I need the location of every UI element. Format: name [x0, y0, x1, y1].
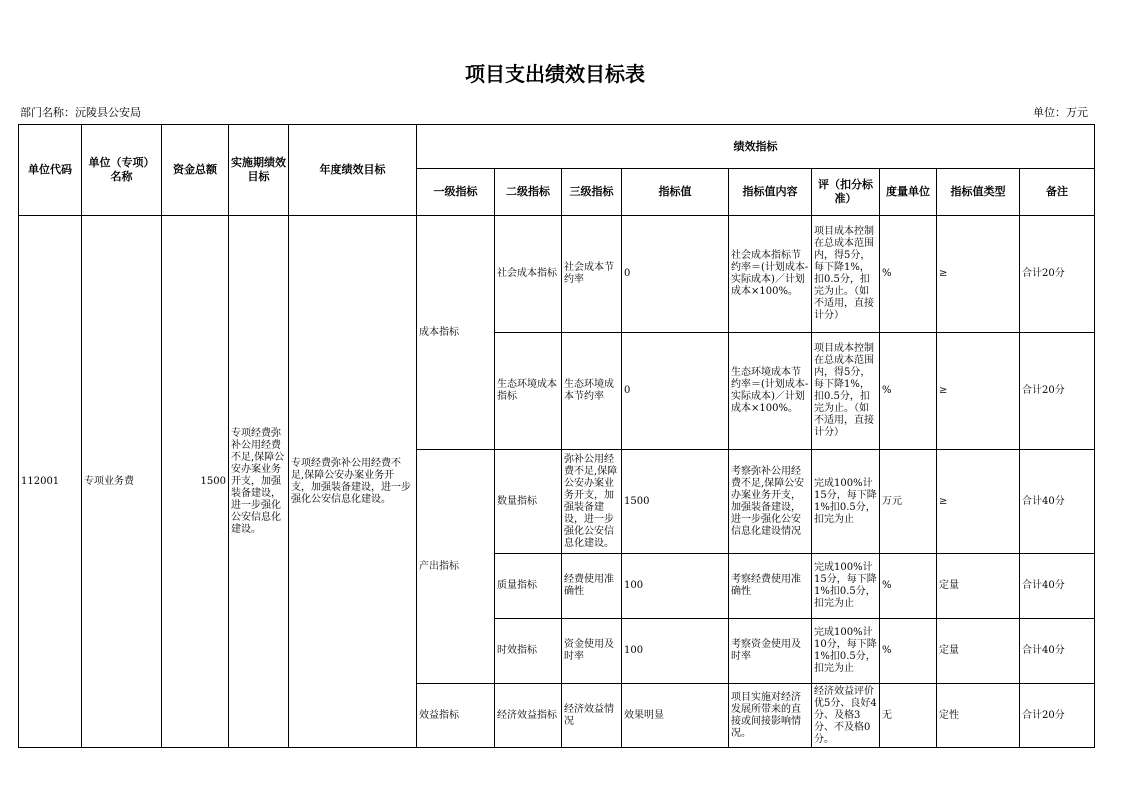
level2-cell: 质量指标	[495, 554, 562, 619]
annual-goal-cell: 专项经费弥补公用经费不足,保障公安办案业务开支，加强装备建设，进一步强化公安信息化建设。	[289, 216, 417, 748]
value-type-cell: 定量	[937, 554, 1020, 619]
level3-cell: 资金使用及时率	[562, 619, 622, 684]
header-value-type: 指标值类型	[937, 169, 1020, 216]
value-type-cell: 定性	[937, 684, 1020, 748]
level1-output-cell: 产出指标	[417, 450, 495, 684]
unit-name-cell: 专项业务费	[82, 216, 162, 748]
remark-cell: 合计40分	[1020, 450, 1095, 554]
header-measure-unit: 度量单位	[880, 169, 937, 216]
page-title: 项目支出绩效目标表	[465, 62, 645, 86]
header-remark: 备注	[1020, 169, 1095, 216]
level3-cell: 经济效益情况	[562, 684, 622, 748]
header-level2: 二级指标	[495, 169, 562, 216]
level3-cell: 经费使用准确性	[562, 554, 622, 619]
level2-cell: 经济效益指标	[495, 684, 562, 748]
value-content-cell: 项目实施对经济发展所带来的直接或间接影响情况。	[729, 684, 812, 748]
measure-unit-cell: 万元	[880, 450, 937, 554]
value-type-cell: ≥	[937, 333, 1020, 450]
value-type-cell: ≥	[937, 450, 1020, 554]
period-goal-cell: 专项经费弥补公用经费不足,保障公安办案业务开支，加强装备建设，进一步强化公安信息化建设。	[229, 216, 289, 748]
level2-cell: 数量指标	[495, 450, 562, 554]
header-scoring: 评（扣分标准）	[812, 169, 880, 216]
unit-code-cell: 112001	[19, 216, 82, 748]
indicator-value-cell: 1500	[622, 450, 729, 554]
level2-cell: 生态环境成本指标	[495, 333, 562, 450]
level3-cell: 生态环境成本节约率	[562, 333, 622, 450]
total-funds-cell: 1500	[162, 216, 229, 748]
scoring-cell: 完成100%计10分，每下降1%扣0.5分，扣完为止	[812, 619, 880, 684]
value-content-cell: 生态环境成本节约率＝(计划成本-实际成本)／计划成本×100%。	[729, 333, 812, 450]
table-row	[19, 216, 1095, 333]
level1-cost-cell: 成本指标	[417, 216, 495, 450]
remark-cell: 合计20分	[1020, 216, 1095, 333]
value-content-cell: 考察经费使用准确性	[729, 554, 812, 619]
remark-cell: 合计40分	[1020, 554, 1095, 619]
remark-cell: 合计20分	[1020, 684, 1095, 748]
header-unit-code: 单位代码	[19, 125, 82, 216]
level2-cell: 社会成本指标	[495, 216, 562, 333]
scoring-cell: 完成100%计15分，每下降1%扣0.5分，扣完为止	[812, 450, 880, 554]
remark-cell: 合计20分	[1020, 333, 1095, 450]
scoring-cell: 经济效益评价优5分、良好4分、及格3分、不及格0分。	[812, 684, 880, 748]
header-total-funds: 资金总额	[162, 125, 229, 216]
measure-unit-cell: %	[880, 619, 937, 684]
indicator-value-cell: 100	[622, 619, 729, 684]
value-type-cell: 定量	[937, 619, 1020, 684]
header-annual-goal: 年度绩效目标	[289, 125, 417, 216]
value-type-cell: ≥	[937, 216, 1020, 333]
header-unit-name: 单位（专项）名称	[82, 125, 162, 216]
unit-label: 单位：万元	[1033, 106, 1088, 119]
header-period-goal: 实施期绩效目标	[229, 125, 289, 216]
header-value-content: 指标值内容	[729, 169, 812, 216]
scoring-cell: 项目成本控制在总成本范围内，得5分，每下降1%，扣0.5分，扣完为止。（如不适用，直接计分）	[812, 333, 880, 450]
value-content-cell: 考察资金使用及时率	[729, 619, 812, 684]
header-level1: 一级指标	[417, 169, 495, 216]
performance-table	[18, 124, 1095, 748]
value-content-cell: 社会成本指标节约率＝(计划成本-实际成本)／计划成本×100%。	[729, 216, 812, 333]
header-indicator-value: 指标值	[622, 169, 729, 216]
remark-cell: 合计40分	[1020, 619, 1095, 684]
level3-cell: 社会成本节约率	[562, 216, 622, 333]
indicator-value-cell: 效果明显	[622, 684, 729, 748]
measure-unit-cell: 无	[880, 684, 937, 748]
scoring-cell: 项目成本控制在总成本范围内，得5分，每下降1%，扣0.5分，扣完为止。（如不适用，直接计分）	[812, 216, 880, 333]
level2-cell: 时效指标	[495, 619, 562, 684]
header-performance-indicators: 绩效指标	[417, 125, 1095, 169]
level1-benefit-cell: 效益指标	[417, 684, 495, 748]
measure-unit-cell: %	[880, 554, 937, 619]
scoring-cell: 完成100%计15分，每下降1%扣0.5分，扣完为止	[812, 554, 880, 619]
header-level3: 三级指标	[562, 169, 622, 216]
indicator-value-cell: 0	[622, 333, 729, 450]
level3-cell: 弥补公用经费不足,保障公安办案业务开支，加强装备建设，进一步强化公安信息化建设。	[562, 450, 622, 554]
measure-unit-cell: %	[880, 216, 937, 333]
indicator-value-cell: 100	[622, 554, 729, 619]
indicator-value-cell: 0	[622, 216, 729, 333]
measure-unit-cell: %	[880, 333, 937, 450]
department-label: 部门名称：沅陵县公安局	[20, 106, 141, 119]
value-content-cell: 考察弥补公用经费不足,保障公安办案业务开支，加强装备建设，进一步强化公安信息化建设情况	[729, 450, 812, 554]
